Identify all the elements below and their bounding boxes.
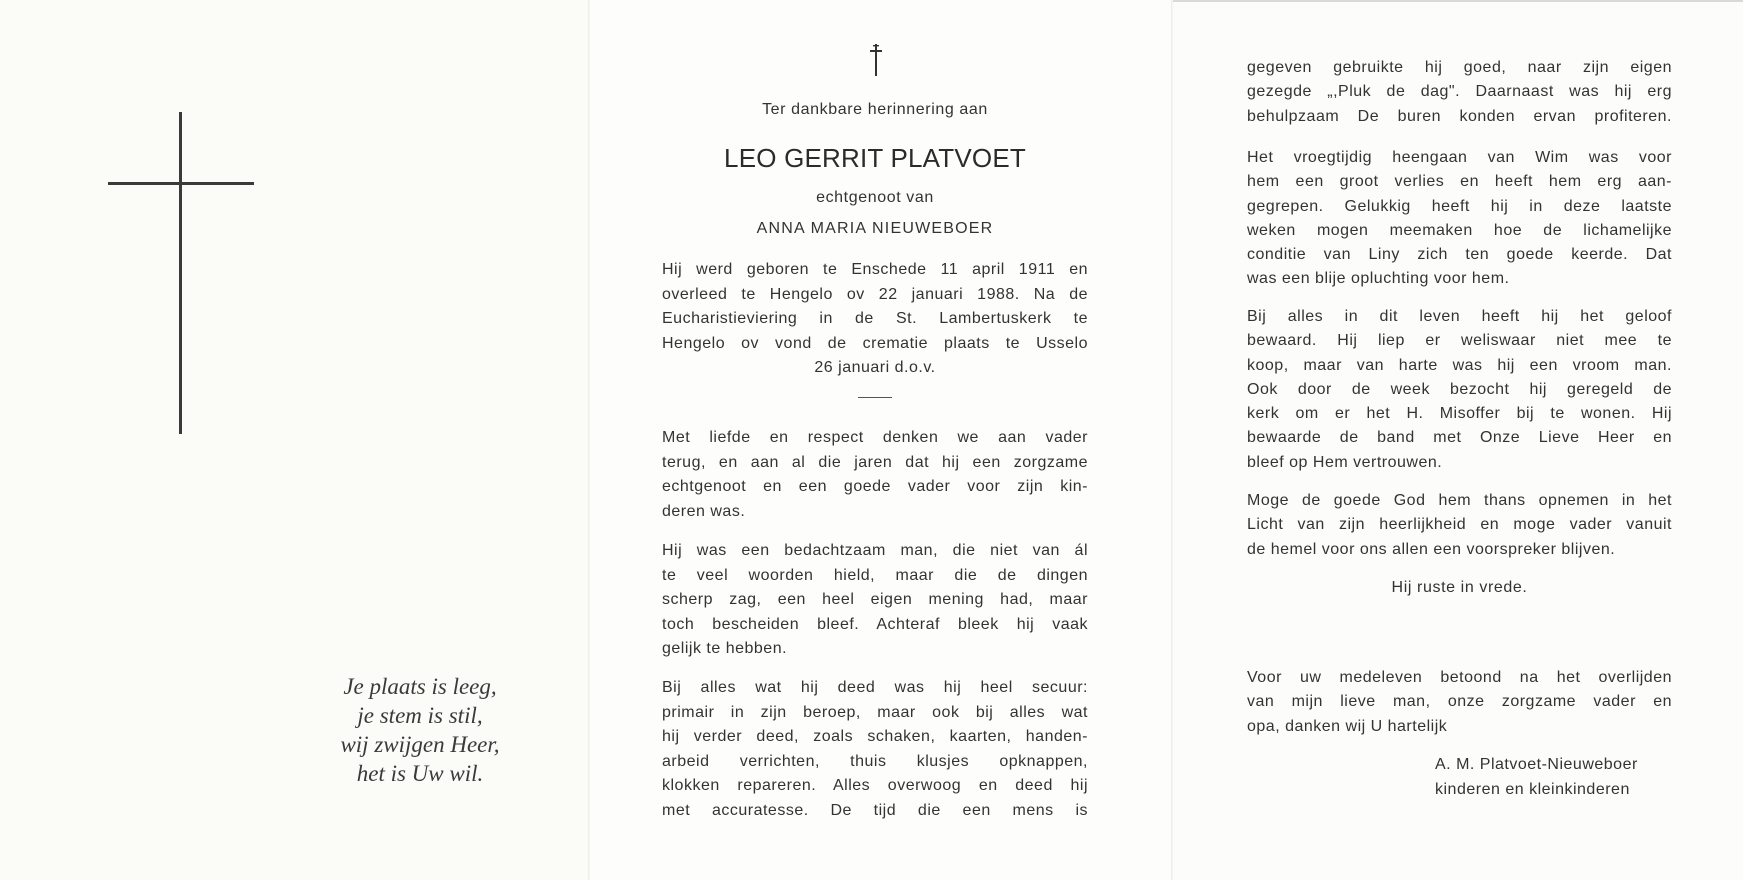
text-line: bewaarde de band met Onze Lieve Heer en: [1247, 429, 1672, 447]
text-line: koop, maar van harte was hij een vroom man.: [1247, 356, 1672, 374]
text-line: klokken repareren. Alles overwoog en deed hij: [662, 777, 1088, 794]
paragraph: [1247, 56, 1672, 129]
text-line: Moge de goede God hem thans opnemen in het: [1247, 492, 1672, 509]
text-line: Het vroegtijdig heengaan van Wim was voor: [1247, 149, 1672, 166]
text-line: was een blije opluchting voor hem.: [1247, 270, 1510, 288]
text-line: Hij werd geboren te Enschede 11 april 1911 en: [662, 261, 1088, 278]
paragraph: [1247, 305, 1672, 475]
text-line: Bij alles wat hij deed was hij heel secuur:: [662, 679, 1088, 696]
paragraph: [1247, 146, 1672, 292]
cross-icon: [179, 112, 182, 434]
paper-edge: [1173, 0, 1743, 2]
text-line: de hemel voor ons allen een voorspreker blijven.: [1247, 540, 1616, 558]
text-line: primair in zijn beroep, maar ook bij alles wat: [662, 703, 1088, 721]
text-line: gegrepen. Gelukkig heeft hij in deze laatste: [1247, 197, 1672, 215]
text-line: overleed te Hengelo ov 22 januari 1988. Na de: [662, 285, 1088, 303]
text-line: arbeid verrichten, thuis klusjes opknappen,: [662, 752, 1088, 770]
divider: [858, 397, 892, 398]
text-line: gegeven gebruikte hij goed, naar zijn eigen: [1247, 59, 1672, 76]
poem-line: wij zwijgen Heer,: [340, 732, 500, 757]
biography: [662, 258, 1088, 381]
text-line: weken mogen meemaken hoe de lichamelijke: [1247, 221, 1672, 239]
text-line: hij verder deed, zoals schaken, kaarten, handen-: [662, 728, 1088, 745]
paragraph: [662, 539, 1088, 662]
paragraph: [1247, 489, 1672, 562]
text-line: Ook door de week bezocht hij geregeld de: [1247, 380, 1672, 398]
text-line: terug, en aan al die jaren dat hij een zorgzame: [662, 453, 1088, 471]
fold-line: [1171, 0, 1173, 880]
text-line: toch bescheiden bleef. Achteraf bleek hij vaak: [662, 615, 1088, 633]
poem-line: je stem is stil,: [357, 703, 483, 728]
text-line: conditie van Liny zich ten goede keerde. Dat: [1247, 246, 1672, 264]
text-line: kerk om er het H. Misoffer bij te wonen. Hij: [1247, 405, 1672, 423]
fold-line: [588, 0, 590, 880]
small-cross-icon: [868, 44, 884, 76]
text-line: scherp zag, een heel eigen mening had, maar: [662, 591, 1088, 608]
text-line: Voor uw medeleven betoond na het overlijden: [1247, 669, 1672, 686]
text-line: gezegde „,Pluk de dag". Daarnaast was hij erg: [1247, 83, 1672, 101]
spouse-label: echtgenoot van: [816, 189, 934, 206]
scan-margin: [0, 880, 1743, 896]
text-line: Eucharistieviering in de St. Lambertuskerk te: [662, 310, 1088, 327]
text-line: Bij alles in dit leven heeft hij het geloof: [1247, 308, 1672, 325]
text-line: bewaard. Hij liep er weliswaar niet mee te: [1247, 332, 1672, 350]
text-line: Hij was een bedachtzaam man, die niet van ál: [662, 542, 1088, 559]
text-line: hem een groot verlies en heeft hem erg aan-: [1247, 173, 1672, 191]
poem-line: Je plaats is leeg,: [343, 674, 497, 699]
signature-name: A. M. Platvoet-Nieuweboer: [1435, 756, 1638, 773]
text-line: gelijk te hebben.: [662, 640, 788, 657]
signature-family: kinderen en kleinkinderen: [1435, 781, 1630, 798]
text-line: deren was.: [662, 502, 746, 520]
thanks-note: [1247, 666, 1672, 739]
poem: [300, 672, 540, 788]
text-line: behulpzaam De buren konden ervan profiteren.: [1247, 107, 1672, 125]
paragraph: [662, 426, 1088, 524]
text-line: Licht van zijn heerlijkheid en moge vader vanuit: [1247, 516, 1672, 534]
text-line: bleef op Hem vertrouwen.: [1247, 453, 1443, 471]
paragraph: [662, 676, 1088, 823]
text-line: met accuratesse. De tijd die een mens is: [662, 801, 1088, 819]
dedication-intro: Ter dankbare herinnering aan: [762, 101, 988, 118]
text-line: opa, danken wij U hartelijk: [1247, 717, 1448, 735]
text-line: Hengelo ov vond de crematie plaats te Usselo: [662, 334, 1088, 352]
text-line: van mijn lieve man, onze zorgzame vader en: [1247, 693, 1672, 711]
cross-icon-bar: [108, 182, 254, 185]
text-line: 26 januari d.o.v.: [814, 359, 936, 376]
text-line: te veel woorden hield, maar die de dingen: [662, 566, 1088, 584]
poem-line: het is Uw wil.: [356, 761, 484, 786]
deceased-name: LEO GERRIT PLATVOET: [724, 143, 1026, 173]
text-line: Met liefde en respect denken we aan vader: [662, 429, 1088, 446]
text-line: echtgenoot en een goede vader voor zijn kin-: [662, 478, 1088, 495]
spouse-name: ANNA MARIA NIEUWEBOER: [756, 220, 994, 237]
rest-in-peace: Hij ruste in vrede.: [1391, 579, 1528, 596]
